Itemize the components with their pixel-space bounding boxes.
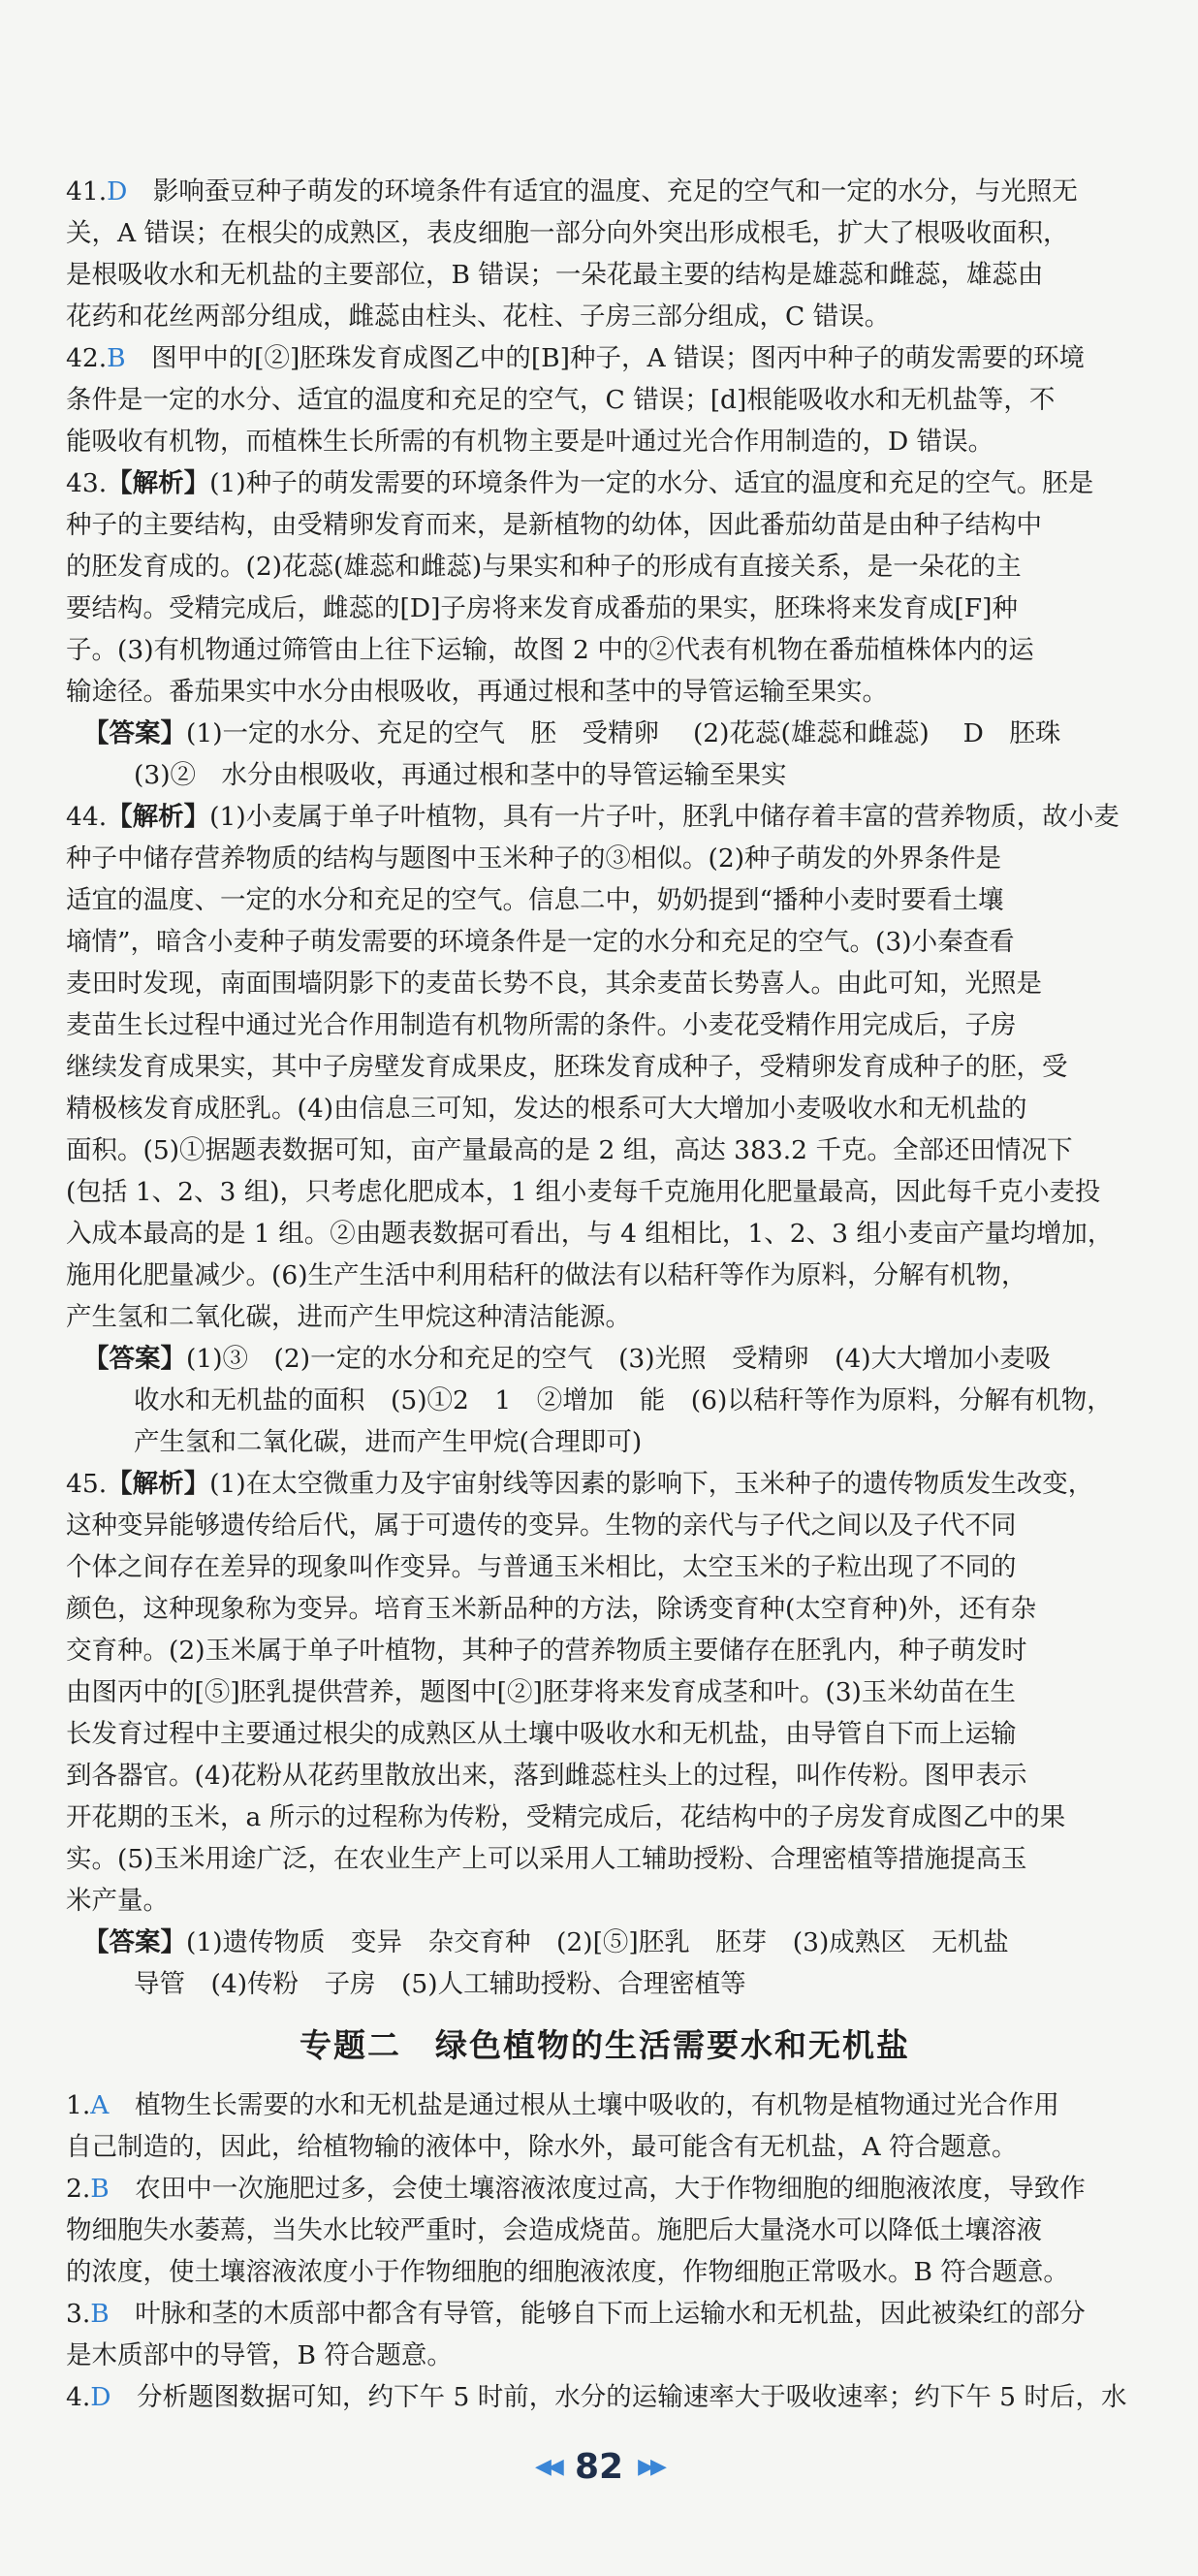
question-number: 1. [66,2090,91,2120]
text-line [66,1546,1144,1588]
page-footer [0,2447,1198,2487]
prev-arrow-icon: ◀◀ [535,2455,560,2479]
line-text: 图甲中的[②]胚珠发育成图乙中的[B]种子，A 错误；图丙中种子的萌发需要的环境 [151,343,1086,373]
text-line [66,2376,1144,2418]
text-line [66,546,1144,588]
line-text: (1)种子的萌发需要的环境条件为一定的水分、适宜的温度和充足的空气。胚是 [209,468,1094,498]
line-text: 农田中一次施肥过多，会使土壤溶液浓度过高，大于作物细胞的细胞液浓度，导致作 [135,2174,1086,2204]
text-line [66,1588,1144,1630]
text-line [66,1255,1144,1296]
text-line [66,879,1144,921]
text-line [66,921,1144,963]
line-text: 产生氢和二氧化碳，进而产生甲烷这种清洁能源。 [66,1302,631,1332]
text-line [66,337,1144,379]
text-line: 是木质部中的导管，B 符合题意。 [66,2340,453,2370]
answer-line [66,754,1144,796]
question-42 [66,337,1144,462]
text-line: 的浓度，使土壤溶液浓度小于作物细胞的细胞液浓度，作物细胞正常吸水。B 符合题意。 [66,2257,1069,2287]
answer-letter: B [107,343,126,373]
line-text: 要结构。受精完成后，雌蕊的[D]子房将来发育成番茄的果实，胚珠将来发育成[F]种 [66,593,1018,623]
line-text: 导管 (4)传粉 子房 (5)人工辅助授粉、合理密植等 [134,1969,746,1999]
answer-tag: 【答案】 [83,1344,186,1374]
line-text: 精极核发育成胚乳。(4)由信息三可知，发达的根系可大大增加小麦吸收水和无机盐的 [66,1094,1027,1124]
text-line [66,1171,1144,1213]
text-line [66,1755,1144,1797]
question-s4 [66,2376,1144,2418]
question-number: 3. [66,2299,91,2329]
question-number: 43. [66,468,108,498]
line-text: 交育种。(2)玉米属于单子叶植物，其种子的营养物质主要储存在胚乳内，种子萌发时 [66,1636,1027,1666]
line-text: 这种变异能够遗传给后代，属于可遗传的变异。生物的亲代与子代之间以及子代不同 [66,1511,1017,1541]
line-text: (3)② 水分由根吸收，再通过根和茎中的导管运输至果实 [134,760,787,790]
text-line [66,629,1144,671]
analysis-tag: 【解析】 [107,802,210,832]
line-text: 麦苗生长过程中通过光合作用制造有机物所需的条件。小麦花受精作用完成后，子房 [66,1010,1017,1040]
text-line: 能吸收有机物，而植株生长所需的有机物主要是叶通过光合作用制造的，D 错误。 [66,427,994,457]
answer-letter: D [90,2382,111,2412]
question-number: 4. [66,2382,91,2412]
answer-line [66,1421,1144,1463]
line-text: 米产量。 [66,1886,169,1916]
question-s1 [66,2084,1144,2168]
line-text: 输途径。番茄果实中水分由根吸收，再通过根和茎中的导管运输至果实。 [66,677,888,707]
text-line [66,1713,1144,1755]
text-line [66,1880,1144,1922]
line-text: 继续发育成果实，其中子房壁发育成果皮，胚珠发育成种子，受精卵发育成种子的胚，受 [66,1052,1068,1082]
answer-letter: D [107,176,128,207]
line-text: 麦田时发现，南面围墙阴影下的麦苗长势不良，其余麦苗长势喜人。由此可知，光照是 [66,969,1042,999]
text-line [66,1463,1144,1505]
text-line [66,504,1144,546]
line-text: 长发育过程中主要通过根尖的成熟区从土壤中吸收水和无机盐，由导管自下而上运输 [66,1719,1017,1749]
answer-line [66,713,1144,754]
text-line [66,1004,1144,1046]
text-line [66,588,1144,629]
text-line [66,796,1144,838]
question-44 [66,796,1144,1463]
text-line: 花药和花丝两部分组成，雌蕊由柱头、花柱、子房三部分组成，C 错误。 [66,302,891,332]
line-text: 种子中储存营养物质的结构与题图中玉米种子的③相似。(2)种子萌发的外界条件是 [66,843,1002,874]
answer-letter: A [90,2090,110,2120]
text-line [66,1296,1144,1338]
text-line [66,963,1144,1004]
line-text: 影响蚕豆种子萌发的环境条件有适宜的温度、充足的空气和一定的水分，与光照无 [152,176,1078,207]
answer-line [66,1380,1144,1421]
section-title: 专题二 绿色植物的生活需要水和无机盐 [300,2026,910,2064]
question-number: 42. [66,343,108,373]
line-text: (1)③ (2)一定的水分和充足的空气 (3)光照 受精卵 (4)大大增加小麦吸 [186,1344,1052,1374]
answer-letter: B [90,2299,110,2329]
answer-line [66,1338,1144,1380]
text-line [66,838,1144,879]
question-number: 41. [66,176,108,207]
question-s3 [66,2293,1144,2376]
text-line [66,171,1144,212]
text-line: 自己制造的，因此，给植物输的液体中，除水外，最可能含有无机盐，A 符合题意。 [66,2132,1018,2162]
answer-line [66,1963,1144,2005]
line-text: 面积。(5)①据题表数据可知，亩产量最高的是 2 组，高达 383.2 千克。全部还田情况下 [66,1135,1073,1165]
answer-line [66,1922,1144,1963]
text-line [66,1129,1144,1171]
page-number: 82 [574,2447,624,2487]
line-text: 个体之间存在差异的现象叫作变异。与普通玉米相比，太空玉米的子粒出现了不同的 [66,1552,1017,1582]
line-text: 墒情”，暗含小麦种子萌发需要的环境条件是一定的水分和充足的空气。(3)小秦查看 [66,927,1015,957]
line-text: 适宜的温度、一定的水分和充足的空气。信息二中，奶奶提到“播种小麦时要看土壤 [66,885,1004,915]
line-text: 种子的主要结构，由受精卵发育而来，是新植物的幼体，因此番茄幼苗是由种子结构中 [66,510,1042,540]
question-43 [66,462,1144,796]
text-line: 物细胞失水萎蔫，当失水比较严重时，会造成烧苗。施肥后大量浇水可以降低土壤溶液 [66,2215,1042,2245]
question-s2 [66,2168,1144,2293]
line-text: 入成本最高的是 1 组。②由题表数据可看出，与 4 组相比，1、2、3 组小麦亩产量均增加， [66,1219,1114,1249]
text-line [66,1630,1144,1671]
analysis-tag: 【解析】 [107,1469,210,1499]
question-number: 45. [66,1469,108,1499]
line-text: 子。(3)有机物通过筛管由上往下运输，故图 2 中的②代表有机物在番茄植株体内的运 [66,635,1034,665]
line-text: (1)在太空微重力及宇宙射线等因素的影响下，玉米种子的遗传物质发生改变， [209,1469,1094,1499]
line-text: 分析题图数据可知，约下午 5 时前，水分的运输速率大于吸收速率；约下午 5 时后，水 [137,2382,1127,2412]
question-45 [66,1463,1144,2005]
next-arrow-icon: ▶▶ [638,2455,663,2479]
line-text: 开花期的玉米，a 所示的过程称为传粉，受精完成后，花结构中的子房发育成图乙中的果 [66,1802,1066,1832]
text-line [66,1213,1144,1255]
text-line [66,671,1144,713]
line-text: 由图丙中的[⑤]胚乳提供营养，题图中[②]胚芽将来发育成茎和叶。(3)玉米幼苗在生 [66,1677,1016,1707]
line-text: 收水和无机盐的面积 (5)①2 1 ②增加 能 (6)以秸秆等作为原料，分解有机物， [134,1385,1113,1415]
question-number: 2. [66,2174,91,2204]
line-text: 叶脉和茎的木质部中都含有导管，能够自下而上运输水和无机盐，因此被染红的部分 [135,2299,1086,2329]
text-line [66,2293,1144,2335]
line-text: (包括 1、2、3 组)，只考虑化肥成本，1 组小麦每千克施用化肥量最高，因此每千克小麦投 [66,1177,1101,1207]
line-text: 产生氢和二氧化碳，进而产生甲烷(合理即可) [134,1427,643,1457]
text-line [66,462,1144,504]
answer-letter: B [90,2174,110,2204]
text-line [66,1046,1144,1088]
content-area [66,171,1144,2418]
line-text: 到各器官。(4)花粉从花药里散放出来，落到雌蕊柱头上的过程，叫作传粉。图甲表示 [66,1761,1027,1791]
text-line [66,1088,1144,1129]
text-line [66,2084,1144,2126]
answer-tag: 【答案】 [83,1927,186,1957]
text-line [66,1797,1144,1838]
line-text: (1)小麦属于单子叶植物，具有一片子叶，胚乳中储存着丰富的营养物质，故小麦 [209,802,1119,832]
line-text: (1)遗传物质 变异 杂交育种 (2)[⑤]胚乳 胚芽 (3)成熟区 无机盐 [186,1927,1009,1957]
analysis-tag: 【解析】 [107,468,210,498]
line-text: (1)一定的水分、充足的空气 胚 受精卵 (2)花蕊(雄蕊和雌蕊) D 胚珠 [186,718,1061,748]
text-line [66,1838,1144,1880]
line-text: 的胚发育成的。(2)花蕊(雄蕊和雌蕊)与果实和种子的形成有直接关系，是一朵花的主 [66,552,1022,582]
line-text: 实。(5)玉米用途广泛，在农业生产上可以采用人工辅助授粉、合理密植等措施提高玉 [66,1844,1027,1874]
question-41 [66,171,1144,337]
answer-tag: 【答案】 [83,718,186,748]
text-line: 是根吸收水和无机盐的主要部位，B 错误；一朵花最主要的结构是雄蕊和雌蕊，雄蕊由 [66,260,1044,290]
line-text: 植物生长需要的水和无机盐是通过根从土壤中吸收的，有机物是植物通过光合作用 [134,2090,1059,2120]
text-line: 条件是一定的水分、适宜的温度和充足的空气，C 错误；[d]根能吸收水和无机盐等，不 [66,385,1056,415]
text-line [66,1671,1144,1713]
text-line [66,2168,1144,2210]
text-line [66,1505,1144,1546]
text-line: 关，A 错误；在根尖的成熟区，表皮细胞一部分向外突出形成根毛，扩大了根吸收面积， [66,218,1069,248]
line-text: 施用化肥量减少。(6)生产生活中利用秸秆的做法有以秸秆等作为原料，分解有机物， [66,1260,1027,1290]
question-number: 44. [66,802,108,832]
line-text: 颜色，这种现象称为变异。培育玉米新品种的方法，除诱变育种(太空育种)外，还有杂 [66,1594,1037,1624]
